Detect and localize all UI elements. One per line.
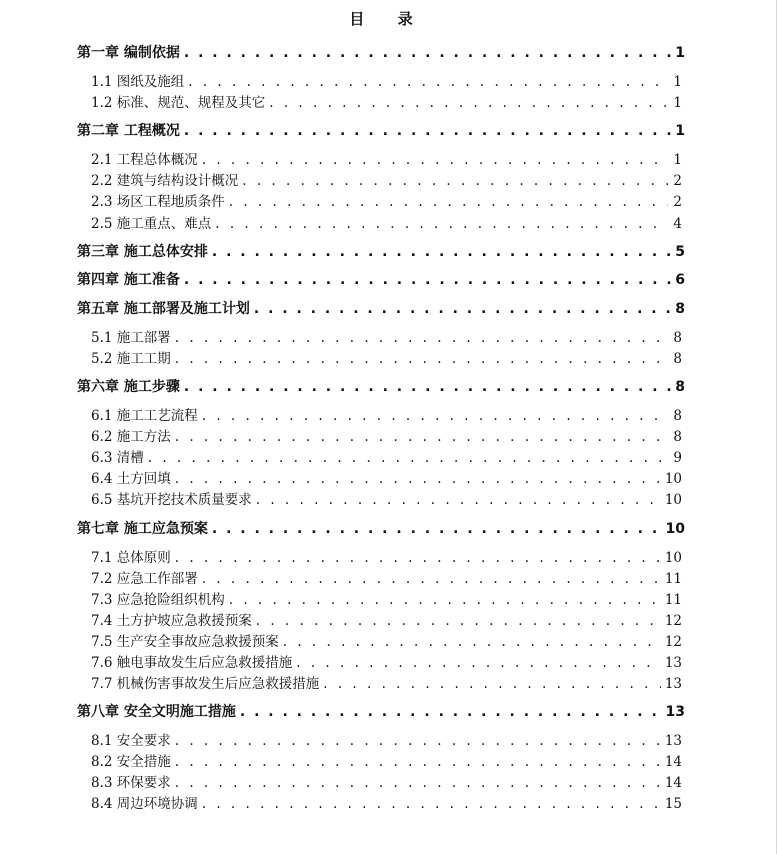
dot-leader — [175, 548, 661, 568]
toc-section-entry[interactable] — [91, 752, 682, 772]
dot-leader — [212, 519, 662, 539]
toc-section-entry[interactable] — [91, 150, 682, 170]
toc-entry-label: 2.1 工程总体概况 — [91, 152, 198, 168]
dot-leader — [212, 242, 671, 262]
dot-leader — [188, 72, 668, 92]
toc-section-entry[interactable] — [91, 569, 682, 589]
toc-page-number: 6 — [675, 272, 685, 288]
toc-section-entry[interactable] — [91, 427, 682, 447]
dot-leader — [242, 171, 668, 191]
dot-leader — [283, 632, 661, 652]
toc-entry-label: 第四章 施工准备 — [77, 272, 180, 288]
dot-leader — [202, 150, 668, 170]
toc-page-number: 8 — [673, 429, 682, 445]
toc-page-number: 10 — [664, 492, 682, 508]
dot-leader — [254, 299, 671, 319]
dot-leader — [202, 794, 661, 814]
toc-section-entry[interactable] — [91, 731, 682, 751]
toc-page-number: 8 — [675, 301, 685, 317]
toc-section-entry[interactable] — [91, 794, 682, 814]
dot-leader — [175, 427, 668, 447]
toc-page-number: 8 — [673, 351, 682, 367]
toc-entry-label: 8.1 安全要求 — [91, 733, 171, 749]
dot-leader — [184, 270, 671, 290]
dot-leader — [269, 93, 668, 113]
toc-chapter-entry[interactable] — [77, 43, 685, 63]
dot-leader — [229, 192, 668, 212]
toc-page-number: 9 — [673, 450, 682, 466]
toc-chapter-entry[interactable] — [77, 377, 685, 397]
dot-leader — [175, 752, 661, 772]
dot-leader — [256, 611, 661, 631]
toc-section-entry[interactable] — [91, 349, 682, 369]
toc-entry-label: 第三章 施工总体安排 — [77, 244, 208, 260]
toc-page-number: 14 — [664, 754, 682, 770]
dot-leader — [184, 377, 671, 397]
toc-page-number: 14 — [664, 775, 682, 791]
toc-section-entry[interactable] — [91, 192, 682, 212]
toc-page-number: 1 — [675, 123, 685, 139]
toc-chapter-entry[interactable] — [77, 242, 685, 262]
toc-entry-label: 8.2 安全措施 — [91, 754, 171, 770]
toc-page-number: 12 — [664, 613, 682, 629]
toc-page-number: 4 — [673, 216, 682, 232]
dot-leader — [256, 490, 661, 510]
toc-entry-label: 7.3 应急抢险组织机构 — [91, 592, 225, 608]
toc-entry-label: 第一章 编制依据 — [77, 45, 180, 61]
toc-section-entry[interactable] — [91, 490, 682, 510]
dot-leader — [202, 569, 661, 589]
toc-section-entry[interactable] — [91, 469, 682, 489]
toc-page-number: 13 — [664, 733, 682, 749]
dot-leader — [175, 349, 668, 369]
toc-page-number: 1 — [673, 74, 682, 90]
toc-entry-label: 6.1 施工工艺流程 — [91, 408, 198, 424]
toc-section-entry[interactable] — [91, 72, 682, 92]
toc-page-number: 1 — [673, 152, 682, 168]
toc-entry-label: 8.4 周边环境协调 — [91, 796, 198, 812]
toc-entry-label: 2.2 建筑与结构设计概况 — [91, 173, 239, 189]
toc-page-number: 11 — [664, 592, 682, 608]
toc-entry-label: 2.3 场区工程地质条件 — [91, 194, 225, 210]
dot-leader — [175, 731, 661, 751]
toc-entry-label: 6.5 基坑开挖技术质量要求 — [91, 492, 252, 508]
toc-page-number: 12 — [664, 634, 682, 650]
toc-section-entry[interactable] — [91, 93, 682, 113]
toc-entry-label: 第六章 施工步骤 — [77, 379, 180, 395]
toc-page-number: 1 — [675, 45, 685, 61]
toc-page-number: 8 — [673, 408, 682, 424]
toc-section-entry[interactable] — [91, 171, 682, 191]
toc-entry-label: 第二章 工程概况 — [77, 123, 180, 139]
toc-entry-label: 第七章 施工应急预案 — [77, 521, 208, 537]
toc-chapter-entry[interactable] — [77, 121, 685, 141]
dot-leader — [323, 674, 661, 694]
toc-section-entry[interactable] — [91, 632, 682, 652]
dot-leader — [215, 214, 668, 234]
toc-title: 目 录 — [349, 10, 427, 28]
toc-page-number: 8 — [675, 379, 685, 395]
toc-page-number: 10 — [664, 550, 682, 566]
toc-entry-label: 8.3 环保要求 — [91, 775, 171, 791]
dot-leader — [175, 328, 668, 348]
toc-entry-label: 7.1 总体原则 — [91, 550, 171, 566]
toc-page-number: 1 — [673, 95, 682, 111]
toc-section-entry[interactable] — [91, 406, 682, 426]
toc-section-entry[interactable] — [91, 214, 682, 234]
dot-leader — [184, 121, 671, 141]
toc-entry-label: 7.6 触电事故发生后应急救援措施 — [91, 655, 293, 671]
toc-page-number: 13 — [664, 676, 682, 692]
toc-page-number: 13 — [665, 704, 685, 720]
dot-leader — [229, 590, 661, 610]
toc-entry-label: 5.1 施工部署 — [91, 330, 171, 346]
dot-leader — [175, 773, 661, 793]
toc-section-entry[interactable] — [91, 674, 682, 694]
toc-page-number: 2 — [673, 173, 682, 189]
toc-entry-label: 7.2 应急工作部署 — [91, 571, 198, 587]
toc-entry-label: 7.5 生产安全事故应急救援预案 — [91, 634, 279, 650]
toc-section-entry[interactable] — [91, 448, 682, 468]
toc-page-number: 8 — [673, 330, 682, 346]
toc-entry-label: 5.2 施工工期 — [91, 351, 171, 367]
toc-section-entry[interactable] — [91, 611, 682, 631]
dot-leader — [175, 469, 661, 489]
toc-entry-label: 第八章 安全文明施工措施 — [77, 704, 236, 720]
toc-page-number: 5 — [675, 244, 685, 260]
toc-entry-label: 2.5 施工重点、难点 — [91, 216, 212, 232]
toc-section-entry[interactable] — [91, 590, 682, 610]
dot-leader — [148, 448, 668, 468]
toc-entry-label: 1.2 标准、规范、规程及其它 — [91, 95, 266, 111]
toc-page-number: 2 — [673, 194, 682, 210]
toc-entry-label: 6.3 清槽 — [91, 450, 144, 466]
toc-section-entry[interactable] — [91, 773, 682, 793]
dot-leader — [202, 406, 668, 426]
toc-entry-label: 6.4 土方回填 — [91, 471, 171, 487]
toc-chapter-entry[interactable] — [77, 519, 685, 539]
toc-entry-label: 6.2 施工方法 — [91, 429, 171, 445]
toc-section-entry[interactable] — [91, 328, 682, 348]
toc-section-entry[interactable] — [91, 653, 682, 673]
toc-chapter-entry[interactable] — [77, 299, 685, 319]
toc-page-number: 13 — [664, 655, 682, 671]
toc-entry-label: 7.7 机械伤害事故发生后应急救援措施 — [91, 676, 320, 692]
dot-leader — [296, 653, 661, 673]
toc-entry-label: 7.4 土方护坡应急救援预案 — [91, 613, 252, 629]
toc-entry-label: 1.1 图纸及施组 — [91, 74, 185, 90]
toc-section-entry[interactable] — [91, 548, 682, 568]
dot-leader — [240, 702, 662, 722]
toc-chapter-entry[interactable] — [77, 702, 685, 722]
toc-page-number: 10 — [665, 521, 685, 537]
toc-page-number: 10 — [664, 471, 682, 487]
dot-leader — [184, 43, 671, 63]
toc-page-number: 15 — [664, 796, 682, 812]
toc-chapter-entry[interactable] — [77, 270, 685, 290]
toc-entry-label: 第五章 施工部署及施工计划 — [77, 301, 250, 317]
toc-page-number: 11 — [664, 571, 682, 587]
